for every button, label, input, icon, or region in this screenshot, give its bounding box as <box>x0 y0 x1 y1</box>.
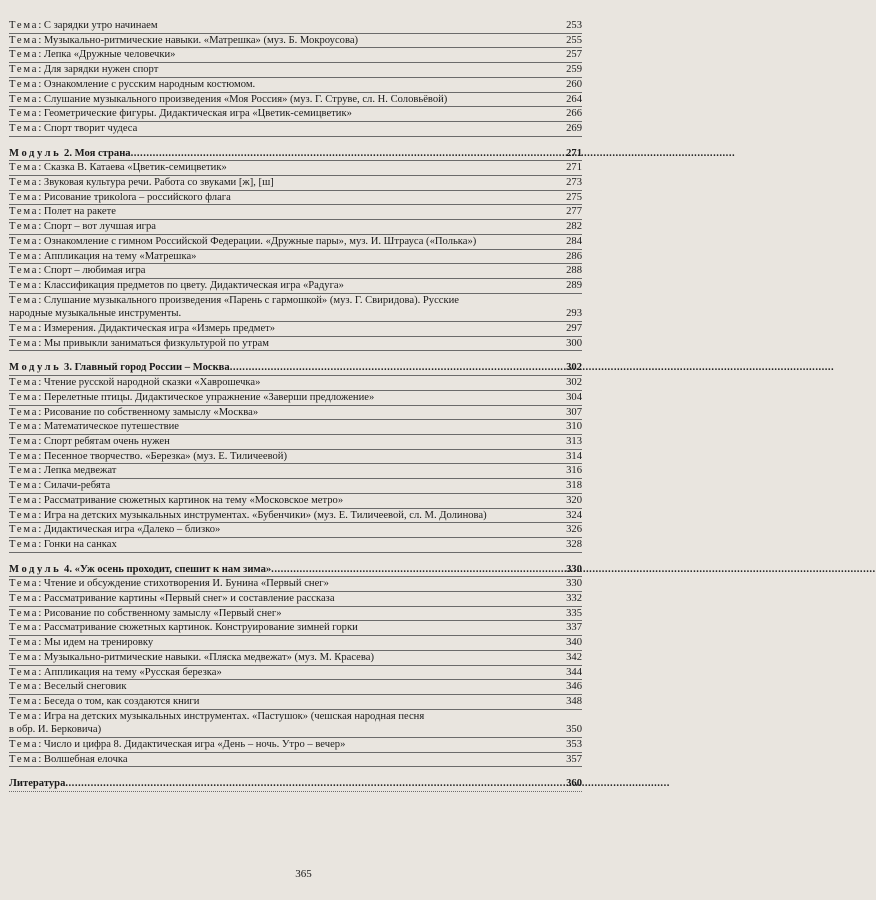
toc-entry-page: 316 <box>566 465 582 477</box>
toc-entry-page: 269 <box>566 122 582 134</box>
toc-entry-page: 307 <box>566 406 582 418</box>
toc-entry-title-cont: народные музыкальные инструменты. <box>9 308 182 320</box>
toc-entry-title: Спорт – вот лучшая игра <box>43 221 156 233</box>
toc-entry-page: 253 <box>566 20 582 31</box>
toc-entry-page: 342 <box>566 651 582 663</box>
toc-entry <box>9 264 582 279</box>
literature-label: Литература <box>9 778 66 790</box>
topic-label: Тема <box>9 64 39 76</box>
topic-label: Тема <box>9 480 39 492</box>
toc-entry-title: Игра на детских музыкальных инструментах. «Пастушок» (чешская народная песня <box>43 710 425 722</box>
toc-entry-line: Тема: Слушание музыкального произведения «Парень с гармошкой» (муз. Г. Свиридова). Русские <box>9 294 460 306</box>
module-number: 4. <box>64 563 75 575</box>
toc-entry-page: 340 <box>566 637 582 649</box>
toc-entry-page: 284 <box>566 235 582 247</box>
toc-entry-title: Игра на детских музыкальных инструментах. «Бубенчики» (муз. Е. Тиличеевой, сл. М. Долинова) <box>43 509 487 521</box>
toc-entry-page: 266 <box>566 108 582 120</box>
toc-entry-line: Тема: Беседа о том, как создаются книги <box>9 695 200 707</box>
toc-entry-line: Тема: Полет на ракете <box>9 206 116 218</box>
toc-entry-title: Беседа о том, как создаются книги <box>43 695 200 707</box>
toc-entry-line: Тема: Рисование трикolora – российского флага <box>9 191 231 203</box>
toc-entry-title: Спорт творит чудеса <box>43 122 138 134</box>
toc-entry-title: Чтение русской народной сказки «Хаврошечка» <box>43 377 261 389</box>
toc-entry <box>9 279 582 294</box>
toc-entry <box>9 337 582 352</box>
toc-entry-title: Лепка «Дружные человечки» <box>43 49 176 61</box>
topic-label: Тема <box>9 524 39 536</box>
toc-entry-page: 328 <box>566 538 582 550</box>
topic-label: Тема <box>9 34 39 46</box>
toc-entry <box>9 592 582 607</box>
toc-entry-line: Тема: Гонки на санках <box>9 538 117 550</box>
topic-label: Тема <box>9 421 39 433</box>
toc-entry-page: 273 <box>566 177 582 189</box>
module-title <box>9 361 230 375</box>
toc-entry-line: Тема: Сказка В. Катаева «Цветик-семицветик» <box>9 162 227 174</box>
leader-dots <box>65 777 562 791</box>
toc-entry <box>9 621 582 636</box>
toc-entry-line: Тема: Силачи-ребята <box>9 480 111 492</box>
toc-entry-line: Тема: Рисование по собственному замыслу «Первый снег» <box>9 607 282 619</box>
toc-entry <box>9 450 582 465</box>
topic-label: Тема <box>9 377 39 389</box>
toc-entry-page: 293 <box>566 308 582 320</box>
toc-entry-line: Тема: Чтение и обсуждение стихотворения И. Бунина «Первый снег» <box>9 578 329 590</box>
toc-entry-title: Чтение и обсуждение стихотворения И. Бунина «Первый снег» <box>43 578 329 590</box>
topic-label: Тема <box>9 710 39 722</box>
module-name: «Уж осень проходит, спешит к нам зима» <box>74 563 272 575</box>
toc-entry-line: Тема: Рисование по собственному замыслу «Москва» <box>9 406 259 418</box>
module-name: Моя страна <box>74 147 131 159</box>
toc-entry-page: 255 <box>566 34 582 46</box>
topic-label: Тема <box>9 250 39 262</box>
toc-entry-title: Рассматривание картины «Первый снег» и составление рассказа <box>43 593 335 605</box>
module-heading <box>9 563 582 578</box>
toc-entry <box>9 406 582 421</box>
module-label: Модуль <box>9 147 62 159</box>
toc-entry-page: 310 <box>566 421 582 433</box>
toc-entry-page: 344 <box>566 666 582 678</box>
toc-entry-title: Дидактическая игра «Далеко – близко» <box>43 524 221 536</box>
topic-label: Тема <box>9 108 39 120</box>
toc-entry-line: Тема: Спорт творит чудеса <box>9 122 138 134</box>
toc-entry <box>9 464 582 479</box>
topic-label: Тема <box>9 509 39 521</box>
topic-label: Тема <box>9 49 39 61</box>
toc-entry <box>9 523 582 538</box>
topic-label: Тема <box>9 294 39 306</box>
toc-entry-line: Тема: Аппликация на тему «Русская березка» <box>9 666 222 678</box>
toc-entry-page: 357 <box>566 753 582 765</box>
toc-entry-line: Тема: Измерения. Дидактическая игра «Измерь предмет» <box>9 323 276 335</box>
toc-entry <box>9 494 582 509</box>
module-label: Модуль <box>9 563 62 575</box>
toc-entry-page: 332 <box>566 593 582 605</box>
topic-label: Тема <box>9 607 39 619</box>
toc-entry <box>9 107 582 122</box>
module-label: Модуль <box>9 362 62 374</box>
toc-entry-title: Звуковая культура речи. Работа со звуками [ж], [ш] <box>43 177 274 189</box>
topic-label: Тема <box>9 337 39 349</box>
toc-entry <box>9 19 582 34</box>
toc-entry-line: Тема: Слушание музыкального произведения «Моя Россия» (муз. Г. Струве, сл. Н. Соловьёвой) <box>9 93 448 105</box>
topic-label: Тема <box>9 391 39 403</box>
toc-entry-page: 260 <box>566 78 582 90</box>
toc-entry-page: 313 <box>566 435 582 447</box>
toc-entry-title: Рисование трикolora – российского флага <box>43 191 231 203</box>
toc-entry-line: Тема: Чтение русской народной сказки «Хаврошечка» <box>9 377 261 389</box>
toc-entry-line: Тема: Игра на детских музыкальных инструментах. «Бубенчики» (муз. Е. Тиличеевой, сл. М. Долинова) <box>9 509 487 521</box>
toc-entry <box>9 577 582 592</box>
toc-entry-line: Тема: Мы идем на тренировку <box>9 637 154 649</box>
module-name: Главный город России – Москва <box>74 362 230 374</box>
toc-entry-title: Спорт – любимая игра <box>43 265 146 277</box>
toc-entry-line: Тема: Спорт ребятам очень нужен <box>9 435 170 447</box>
toc-entry-line: Тема: Дидактическая игра «Далеко – близко» <box>9 524 221 536</box>
topic-label: Тема <box>9 753 39 765</box>
toc-entry-page: 286 <box>566 250 582 262</box>
toc-entry <box>9 122 582 137</box>
toc-entry-page: 264 <box>566 93 582 105</box>
toc-entry-title: Рисование по собственному замыслу «Первый снег» <box>43 607 282 619</box>
toc-entry-continuation <box>9 307 582 321</box>
toc-entry-line: Тема: Ознакомление с гимном Российской Федерации. «Дружные пары», муз. И. Штрауса («Полька») <box>9 235 477 247</box>
topic-label: Тема <box>9 593 39 605</box>
module-page: 330 <box>566 563 582 575</box>
toc-entry-title: Ознакомление с русским народным костюмом. <box>43 78 256 90</box>
toc-entry-line: Тема: Аппликация на тему «Матрешка» <box>9 250 197 262</box>
toc-entry-page: 289 <box>566 279 582 291</box>
toc-entry-title-cont: в обр. И. Берковича) <box>9 724 102 736</box>
topic-label: Тема <box>9 78 39 90</box>
toc-entry-title: Мы идем на тренировку <box>43 637 154 649</box>
toc-entry-title: Лепка медвежат <box>43 465 117 477</box>
toc-entry-page: 297 <box>566 323 582 335</box>
toc-entry-title: Мы привыкли заниматься физкультурой по утрам <box>43 337 269 349</box>
toc-entry-title: Музыкально-ритмические навыки. «Пляска медвежат» (муз. М. Красева) <box>43 651 374 663</box>
toc-entry <box>9 48 582 63</box>
leader-dots <box>271 563 562 577</box>
toc-entry-line: Тема: Лепка медвежат <box>9 465 117 477</box>
toc-entry <box>9 420 582 435</box>
toc-entry <box>9 509 582 524</box>
toc-entry-line: Тема: Лепка «Дружные человечки» <box>9 49 176 61</box>
toc-entry-line: Тема: Число и цифра 8. Дидактическая игра «День – ночь. Утро – вечер» <box>9 739 346 751</box>
toc-entry-title: Рассматривание сюжетных картинок на тему «Московское метро» <box>43 494 344 506</box>
leader-dots <box>230 361 562 375</box>
toc-entry-page: 314 <box>566 450 582 462</box>
toc-entry-line: Тема: Математическое путешествие <box>9 421 179 433</box>
topic-label: Тема <box>9 406 39 418</box>
toc-entry <box>9 636 582 651</box>
topic-label: Тема <box>9 206 39 218</box>
page-number: 365 <box>295 868 312 880</box>
toc-entry-page: 304 <box>566 391 582 403</box>
module-title <box>9 563 271 577</box>
topic-label: Тема <box>9 177 39 189</box>
topic-label: Тема <box>9 235 39 247</box>
toc-entry-title: Число и цифра 8. Дидактическая игра «День – ночь. Утро – вечер» <box>43 739 346 751</box>
topic-label: Тема <box>9 221 39 233</box>
toc-entry-title: Перелетные птицы. Дидактическое упражнение «Заверши предложение» <box>43 391 375 403</box>
toc-entry <box>9 93 582 108</box>
toc-entry <box>9 161 582 176</box>
topic-label: Тема <box>9 435 39 447</box>
toc-entry-page: 320 <box>566 494 582 506</box>
toc-entry <box>9 651 582 666</box>
toc-entry-continuation <box>9 723 582 737</box>
toc-entry <box>9 607 582 622</box>
toc-entry-title: Силачи-ребята <box>43 480 111 492</box>
toc-entry-title: Измерения. Дидактическая игра «Измерь предмет» <box>43 323 276 335</box>
toc-entry-title: Ознакомление с гимном Российской Федерации. «Дружные пары», муз. И. Штрауса («Полька») <box>43 235 477 247</box>
topic-label: Тема <box>9 323 39 335</box>
toc-entry-page: 275 <box>566 191 582 203</box>
topic-label: Тема <box>9 20 39 31</box>
toc-entry <box>9 250 582 265</box>
toc-entry-page: 335 <box>566 607 582 619</box>
module-page: 271 <box>566 147 582 159</box>
toc-entry <box>9 34 582 49</box>
toc-entry-line: Тема: Песенное творчество. «Березка» (муз. Е. Тиличеевой) <box>9 450 288 462</box>
toc-entry-title: Волшебная елочка <box>43 753 128 765</box>
toc-entry-title: Музыкально-ритмические навыки. «Матрешка» (муз. Б. Мокроусова) <box>43 34 359 46</box>
toc-entry-line: Тема: Спорт – любимая игра <box>9 265 146 277</box>
module-number: 2. <box>64 147 75 159</box>
toc-entry-title: Песенное творчество. «Березка» (муз. Е. Тиличеевой) <box>43 450 288 462</box>
toc-entry-page: 300 <box>566 337 582 349</box>
topic-label: Тема <box>9 191 39 203</box>
topic-label: Тема <box>9 622 39 634</box>
topic-label: Тема <box>9 538 39 550</box>
toc-entry-page: 302 <box>566 377 582 389</box>
toc-entry-page: 318 <box>566 480 582 492</box>
topic-label: Тема <box>9 695 39 707</box>
topic-label: Тема <box>9 578 39 590</box>
toc-entry <box>9 479 582 494</box>
toc-entry-line: Тема: Рассматривание картины «Первый снег» и составление рассказа <box>9 593 335 605</box>
toc-entry <box>9 376 582 391</box>
toc-entry-title: Геометрические фигуры. Дидактическая игра «Цветик-семицветик» <box>43 108 352 120</box>
toc-entry-line: Тема: С зарядки утро начинаем <box>9 20 158 31</box>
topic-label: Тема <box>9 279 39 291</box>
toc-entry <box>9 738 582 753</box>
module-heading <box>9 361 582 376</box>
toc-entry-title: Спорт ребятам очень нужен <box>43 435 170 447</box>
table-of-contents <box>9 19 582 792</box>
toc-entry <box>9 220 582 235</box>
literature-entry <box>9 777 582 792</box>
topic-label: Тема <box>9 637 39 649</box>
toc-entry-page: 353 <box>566 739 582 751</box>
toc-entry-line: Тема: Волшебная елочка <box>9 753 128 765</box>
leader-dots <box>131 147 562 161</box>
module-heading <box>9 147 582 162</box>
toc-entry-page: 271 <box>566 162 582 174</box>
topic-label: Тема <box>9 265 39 277</box>
toc-entry-page: 277 <box>566 206 582 218</box>
toc-entry-line: Тема: Рассматривание сюжетных картинок. Конструирование зимней горки <box>9 622 358 634</box>
toc-entry <box>9 680 582 695</box>
toc-entry-page: 257 <box>566 49 582 61</box>
toc-entry-line: Тема: Звуковая культура речи. Работа со звуками [ж], [ш] <box>9 177 274 189</box>
topic-label: Тема <box>9 651 39 663</box>
toc-entry-page: 282 <box>566 221 582 233</box>
toc-entry <box>9 666 582 681</box>
toc-entry <box>9 710 582 738</box>
toc-entry-title: Рассматривание сюжетных картинок. Конструирование зимней горки <box>43 622 358 634</box>
toc-entry-page: 346 <box>566 681 582 693</box>
toc-entry <box>9 176 582 191</box>
topic-label: Тема <box>9 666 39 678</box>
toc-entry <box>9 294 582 322</box>
toc-entry-title: Слушание музыкального произведения «Моя Россия» (муз. Г. Струве, сл. Н. Соловьёвой) <box>43 93 448 105</box>
toc-entry <box>9 235 582 250</box>
toc-entry-page: 350 <box>566 724 582 736</box>
toc-entry-line: Тема: Музыкально-ритмические навыки. «Пляска медвежат» (муз. М. Красева) <box>9 651 374 663</box>
toc-entry-line: Тема: Рассматривание сюжетных картинок на тему «Московское метро» <box>9 494 344 506</box>
topic-label: Тема <box>9 162 39 174</box>
toc-entry-title: Классификация предметов по цвету. Дидактическая игра «Радуга» <box>43 279 344 291</box>
toc-entry-line: Тема: Игра на детских музыкальных инструментах. «Пастушок» (чешская народная песня <box>9 710 425 722</box>
toc-entry <box>9 753 582 768</box>
toc-entry <box>9 205 582 220</box>
toc-entry-title: Для зарядки нужен спорт <box>43 64 159 76</box>
toc-entry-page: 288 <box>566 265 582 277</box>
topic-label: Тема <box>9 739 39 751</box>
toc-entry-title: Аппликация на тему «Матрешка» <box>43 250 197 262</box>
toc-entry <box>9 695 582 710</box>
toc-entry <box>9 322 582 337</box>
topic-label: Тема <box>9 450 39 462</box>
toc-entry <box>9 538 582 553</box>
toc-entry <box>9 391 582 406</box>
toc-entry-title: Рисование по собственному замыслу «Москва» <box>43 406 259 418</box>
toc-entry-line: Тема: Ознакомление с русским народным костюмом. <box>9 78 256 90</box>
toc-entry-title: С зарядки утро начинаем <box>43 20 158 31</box>
toc-entry <box>9 78 582 93</box>
literature-page: 360 <box>566 778 582 790</box>
module-number: 3. <box>64 362 75 374</box>
toc-entry-title: Сказка В. Катаева «Цветик-семицветик» <box>43 162 227 174</box>
toc-entry-title: Аппликация на тему «Русская березка» <box>43 666 222 678</box>
topic-label: Тема <box>9 93 39 105</box>
toc-entry-title: Гонки на санках <box>43 538 117 550</box>
toc-entry-line: Тема: Веселый снеговик <box>9 681 127 693</box>
toc-entry-title: Слушание музыкального произведения «Парень с гармошкой» (муз. Г. Свиридова). Русские <box>43 294 460 306</box>
toc-entry-page: 259 <box>566 64 582 76</box>
toc-entry-page: 326 <box>566 524 582 536</box>
topic-label: Тема <box>9 122 39 134</box>
toc-entry <box>9 191 582 206</box>
toc-entry-page: 348 <box>566 695 582 707</box>
toc-entry-page: 337 <box>566 622 582 634</box>
toc-entry-title: Веселый снеговик <box>43 681 127 693</box>
module-title <box>9 147 131 161</box>
toc-entry-page: 324 <box>566 509 582 521</box>
toc-entry-line: Тема: Музыкально-ритмические навыки. «Матрешка» (муз. Б. Мокроусова) <box>9 34 359 46</box>
topic-label: Тема <box>9 681 39 693</box>
topic-label: Тема <box>9 465 39 477</box>
toc-entry-line: Тема: Для зарядки нужен спорт <box>9 64 159 76</box>
topic-label: Тема <box>9 494 39 506</box>
toc-entry-title: Математическое путешествие <box>43 421 179 433</box>
toc-entry-title: Полет на ракете <box>43 206 116 218</box>
toc-entry-line: Тема: Перелетные птицы. Дидактическое упражнение «Заверши предложение» <box>9 391 375 403</box>
toc-entry <box>9 63 582 78</box>
module-page: 302 <box>566 362 582 374</box>
toc-entry-line: Тема: Мы привыкли заниматься физкультурой по утрам <box>9 337 269 349</box>
toc-entry-page: 330 <box>566 578 582 590</box>
toc-entry <box>9 435 582 450</box>
toc-entry-line: Тема: Классификация предметов по цвету. Дидактическая игра «Радуга» <box>9 279 344 291</box>
toc-entry-line: Тема: Спорт – вот лучшая игра <box>9 221 156 233</box>
toc-entry-line: Тема: Геометрические фигуры. Дидактическая игра «Цветик-семицветик» <box>9 108 352 120</box>
